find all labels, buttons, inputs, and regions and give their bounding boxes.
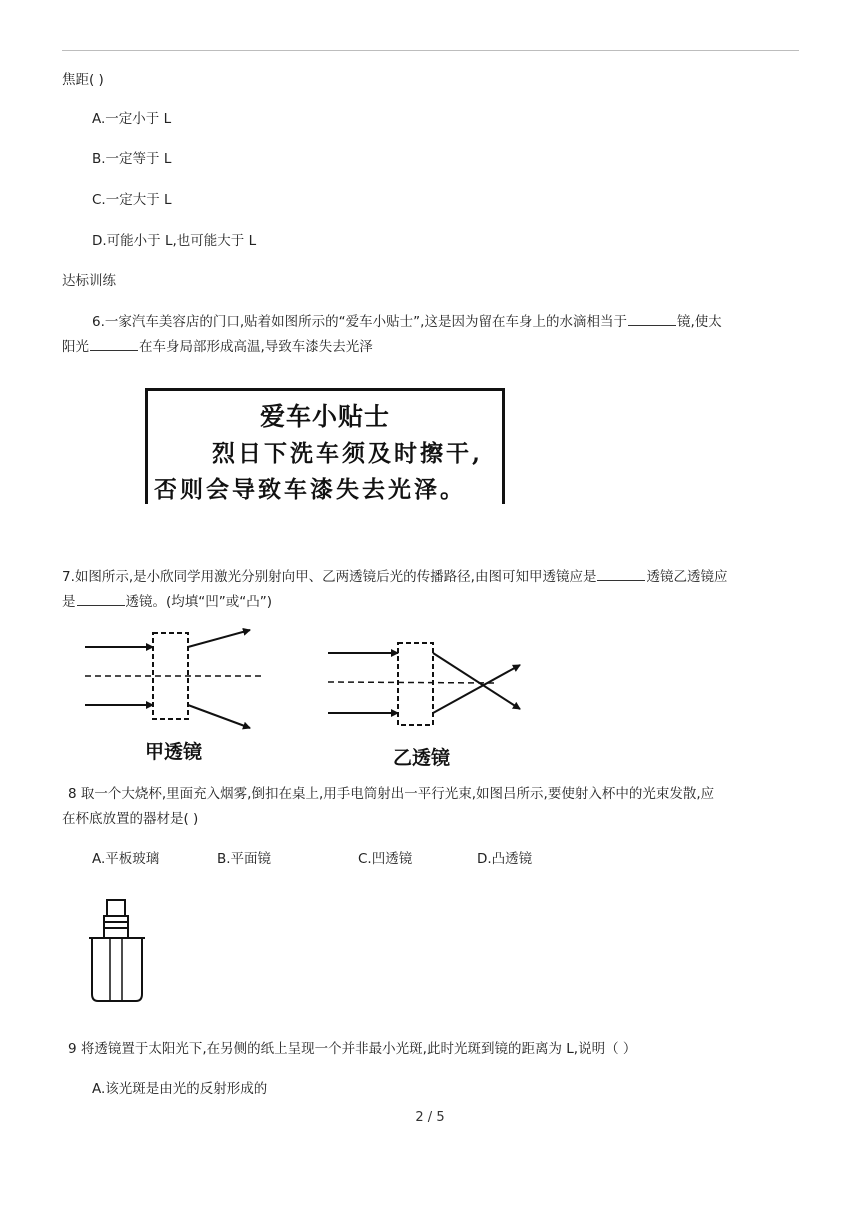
q7-blank-2[interactable] [77,592,125,606]
q9-option-a: A.该光斑是由光的反射形成的 [92,1081,268,1097]
lens-b-diagram [328,643,520,725]
q7-line2 [62,592,272,612]
lens-a-ray-out-bottom [188,705,250,728]
q5-tail: 焦距( ) [62,72,104,88]
flashlight-body [107,900,125,916]
lens-a-label: 甲透镜 [145,741,203,763]
notice-title: 爱车小贴士 [259,402,390,431]
lens-b-ray-out-top [433,653,520,709]
lens-b-axis [328,682,495,683]
lens-a-ray-out-top [188,630,250,647]
q8-option-c: C.凹透镜 [358,851,413,867]
q5-option-c: C.一定大于 L [92,192,172,208]
beaker-diagram [80,898,160,1008]
q7-line2-tail: 透镜。(均填“凹”或“凸”) [125,594,273,610]
q6-blank-1[interactable] [628,312,676,326]
car-care-notice [145,388,505,504]
q8-line2: 在杯底放置的器材是( ) [62,811,199,827]
q7-line2-text: 是 [62,594,76,610]
notice-line-2: 否则会导致车漆失去光泽。 [154,476,466,503]
q5-option-a: A.一定小于 L [92,111,172,127]
q6-line1-tail: 镜,使太 [676,314,722,330]
q7-blank-1[interactable] [597,567,645,581]
q7-line1 [62,567,727,587]
q8-option-b: B.平面镜 [217,851,272,867]
lens-b-label: 乙透镜 [393,747,451,769]
section-title: 达标训练 [62,273,116,289]
q7-line1-text: 7.如图所示,是小欣同学用激光分别射向甲、乙两透镜后光的传播路径,由图可知甲透镜应是 [62,569,597,585]
lens-b-ray-out-bottom [433,665,520,713]
q9-line1: 9 将透镜置于太阳光下,在另侧的纸上呈现一个并非最小光斑,此时光斑到镜的距离为 L,说明（ ） [68,1041,637,1057]
q6-line2-tail: 在车身局部形成高温,导致车漆失去光泽 [139,339,373,355]
q6-line2 [62,337,373,357]
page-number: 2 / 5 [415,1110,445,1125]
notice-line-1: 烈日下洗车须及时擦干, [212,440,484,467]
lens-diagram [80,625,550,755]
beaker-outline [92,938,142,1001]
q7-line1-tail: 透镜乙透镜应 [646,569,728,585]
q5-option-b: B.一定等于 L [92,151,172,167]
q8-option-a: A.平板玻璃 [92,851,160,867]
q8-line1: 8 取一个大烧杯,里面充入烟雾,倒扣在桌上,用手电筒射出一平行光束,如图吕所示,要使射入杯中的光束发散,应 [68,786,715,802]
q5-option-d: D.可能小于 L,也可能大于 L [92,233,257,249]
header-rule [62,50,799,51]
lens-b-box [398,643,433,725]
q6-blank-2[interactable] [90,337,138,351]
q6-line1 [92,312,722,332]
q6-line2-text: 阳光 [62,339,89,355]
q6-line1-text: 6.一家汽车美容店的门口,贴着如图所示的“爱车小贴士”,这是因为留在车身上的水滴相当于 [92,314,627,330]
q8-option-d: D.凸透镜 [477,851,533,867]
lens-a-diagram [85,630,265,728]
